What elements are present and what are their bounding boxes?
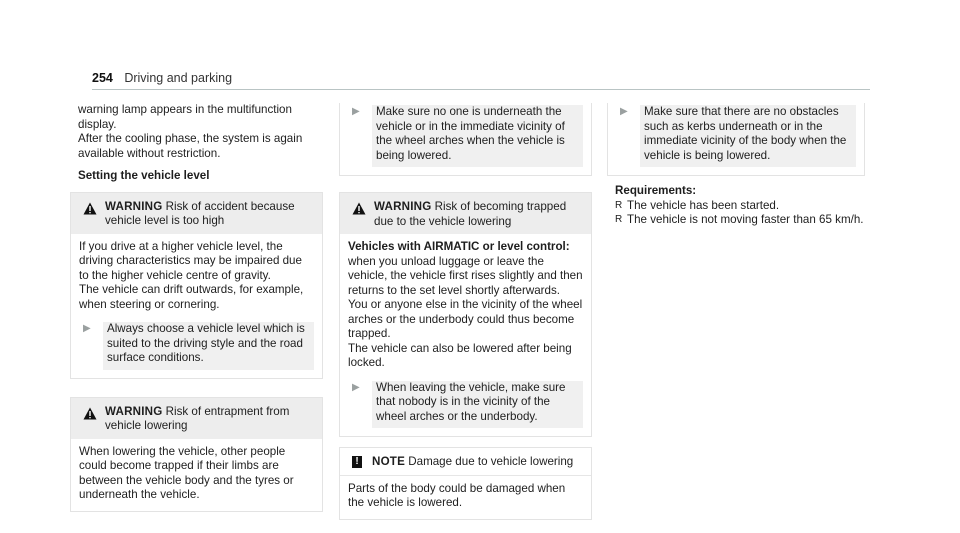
warning-title: Risk of entrapment from vehicle lowering <box>105 404 290 432</box>
warning-triangle-icon <box>83 407 97 420</box>
column-2 <box>339 103 592 520</box>
warning-label: WARNING <box>105 199 163 213</box>
section-title: Driving and parking <box>124 71 233 85</box>
warning-subhead: Vehicles with AIRMATIC or level control: <box>348 240 570 253</box>
column-1 <box>70 103 323 522</box>
warning-title: Risk of accident because vehicle level is too high <box>105 199 295 227</box>
page-header <box>92 71 232 85</box>
warning-text: The vehicle can also be lowered after being locked. <box>348 341 572 369</box>
play-arrow-icon: ▶ <box>352 106 360 117</box>
bullet-icon: R <box>615 214 623 225</box>
step-text: Make sure no one is underneath the vehicle or in the immediate vicinity of the wheel arches when the vehicle is being lowered. <box>372 105 583 167</box>
warning-box <box>70 192 323 379</box>
warning-text: If you drive at a higher vehicle level, the driving characteristics may be impaired due to the higher vehicle centre of gravity. <box>79 239 302 282</box>
intro-line: After the cooling phase, the system is again <box>78 132 303 145</box>
instruction-step <box>348 105 583 167</box>
play-arrow-icon: ▶ <box>83 323 91 334</box>
page-number: 254 <box>92 71 113 85</box>
instruction-step <box>616 105 856 167</box>
requirement-text: The vehicle is not moving faster than 65 km/h. <box>627 213 864 226</box>
warning-text: The vehicle can drift outwards, for example, when steering or cornering. <box>79 283 304 311</box>
intro-line: available without restriction. <box>78 146 221 160</box>
note-title: Damage due to vehicle lowering <box>408 455 574 468</box>
warning-label: WARNING <box>374 200 432 213</box>
play-arrow-icon: ▶ <box>620 106 628 117</box>
continued-warning-box <box>339 103 592 176</box>
note-label: NOTE <box>372 455 406 468</box>
intro-line: display. <box>78 117 117 131</box>
intro-line: warning lamp appears in the multifunction <box>78 103 292 116</box>
section-heading: Setting the vehicle level <box>78 169 210 182</box>
warning-triangle-icon <box>83 202 97 215</box>
warning-box <box>70 397 323 512</box>
step-text: Make sure that there are no obstacles such as kerbs underneath or in the immediate vicinity of the body when the vehicle is being lowered. <box>640 105 856 167</box>
requirement-item <box>615 213 871 228</box>
requirement-item <box>615 199 871 214</box>
instruction-step <box>348 381 583 429</box>
column-3 <box>607 103 871 228</box>
play-arrow-icon: ▶ <box>352 381 360 393</box>
warning-title: Risk of becoming trapped due to the vehicle lowering <box>374 200 567 228</box>
warning-triangle-icon <box>352 202 366 215</box>
warning-text: when you unload luggage or leave the vehicle, the vehicle first rises slightly and then returns to the set level shortly afterwards. <box>348 254 583 297</box>
step-text: When leaving the vehicle, make sure that nobody is in the vicinity of the wheel arches or the underbody. <box>372 381 583 429</box>
warning-text: When lowering the vehicle, other people could become trapped if their limbs are between the vehicle body and the tyres or underneath the vehicle. <box>79 444 294 501</box>
step-text: Always choose a vehicle level which is suited to the driving style and the road surface conditions. <box>103 322 314 370</box>
bullet-icon: R <box>615 199 623 211</box>
continued-warning-box <box>607 103 865 176</box>
instruction-step <box>79 322 314 370</box>
requirements-heading: Requirements: <box>615 184 697 197</box>
note-text: Parts of the body could be damaged when the vehicle is lowered. <box>348 481 566 509</box>
requirement-text: The vehicle has been started. <box>627 198 780 212</box>
note-exclamation-icon: ! <box>352 456 362 468</box>
header-divider <box>92 89 870 90</box>
warning-text: You or anyone else in the vicinity of the wheel arches or the underbody could thus become trapped. <box>348 298 583 340</box>
warning-box <box>339 192 592 437</box>
warning-label: WARNING <box>105 404 163 418</box>
note-box <box>339 447 592 520</box>
